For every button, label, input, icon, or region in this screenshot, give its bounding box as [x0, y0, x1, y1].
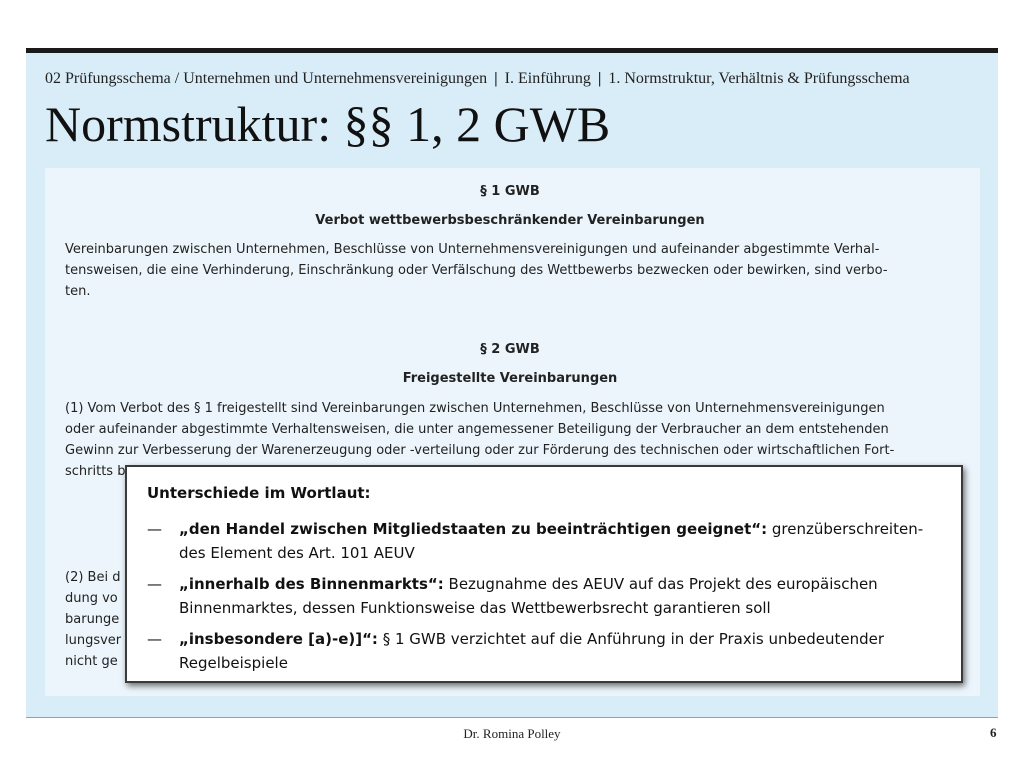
callout-item-text: § 1 GWB verzichtet auf die Anführung in der Praxis unbedeutender — [377, 630, 885, 648]
text-line: Vereinbarungen zwischen Unternehmen, Beschlüsse von Unternehmensvereinigungen und aufeinander abgestimmte Verhal- — [65, 242, 880, 257]
callout-item-text: Regelbeispiele — [179, 654, 288, 672]
callout-item-term: „den Handel zwischen Mitgliedstaaten zu beeinträchtigen geeignet“: — [179, 520, 768, 538]
text-line: nicht ge — [65, 654, 118, 669]
footer-author: Dr. Romina Polley — [463, 726, 561, 741]
breadcrumb-part-3: 1. Normstruktur, Verhältnis & Prüfungsschema — [608, 70, 910, 87]
callout-item-text: grenzüberschreiten- — [767, 520, 924, 538]
callout-item-term: „innerhalb des Binnenmarkts“: — [179, 575, 444, 593]
callout-heading: Unterschiede im Wortlaut: — [147, 484, 371, 502]
text-line: tensweisen, die eine Verhinderung, Einschränkung oder Verfälschung des Wettbewerbs bezwecken oder bewirken, sind verbo- — [65, 263, 888, 278]
callout-item-text: Binnenmarktes, dessen Funktionsweise das Wettbewerbsrecht garantieren soll — [179, 599, 771, 617]
section2-heading: § 2 GWB — [480, 342, 540, 357]
footer-rule — [26, 717, 998, 718]
section2-subheading: Freigestellte Vereinbarungen — [402, 371, 618, 386]
callout-item-text: Bezugnahme des AEUV auf das Projekt des europäischen — [443, 575, 878, 593]
text-line: Gewinn zur Verbesserung der Warenerzeugung oder -verteilung oder zur Förderung des technischen oder wirtschaftlichen Fort- — [65, 443, 895, 458]
page-title: Normstruktur: §§ 1, 2 GWB — [45, 96, 611, 152]
section1-paragraph — [65, 239, 960, 302]
text-line: schritts b — [65, 464, 126, 479]
breadcrumb-separator: | — [597, 70, 602, 87]
text-line: (1) Vom Verbot des § 1 freigestellt sind Vereinbarungen zwischen Unternehmen, Beschlüsse von Unternehmensvereinigungen — [65, 401, 885, 416]
callout-item-term: „insbesondere [a)-e)]“: — [179, 630, 378, 648]
section1-heading: § 1 GWB — [480, 184, 540, 199]
breadcrumb-part-2: I. Einführung — [504, 70, 591, 87]
differences-callout — [125, 465, 963, 683]
text-line: ten. — [65, 284, 91, 299]
breadcrumb-separator: | — [494, 70, 498, 87]
section1-subheading: Verbot wettbewerbsbeschränkender Vereinbarungen — [315, 213, 705, 228]
text-line: oder aufeinander abgestimmte Verhaltensweisen, die unter angemessener Beteiligung der Verbraucher an dem entstehenden — [65, 422, 889, 437]
breadcrumb-part-1: 02 Prüfungsschema / Unternehmen und Unternehmensvereinigungen — [45, 70, 488, 87]
text-line: (2) Bei d — [65, 570, 121, 585]
text-line: lungsver — [65, 633, 122, 648]
dash-bullet: — — [147, 575, 162, 593]
text-line: dung vo — [65, 591, 118, 606]
top-rule — [26, 48, 998, 53]
callout-item-text: des Element des Art. 101 AEUV — [179, 544, 415, 562]
page-number: 6 — [990, 725, 997, 740]
dash-bullet: — — [147, 630, 162, 648]
dash-bullet: — — [147, 520, 162, 538]
text-line: barunge — [65, 612, 120, 627]
breadcrumb — [45, 70, 910, 88]
